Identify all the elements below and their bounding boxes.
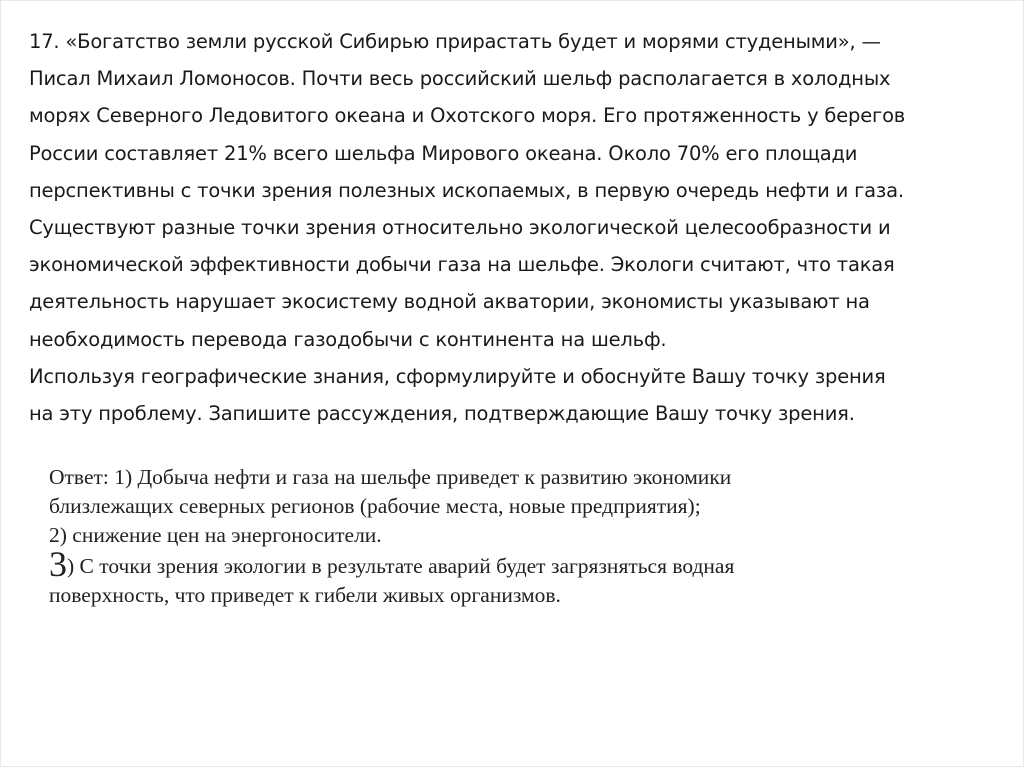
question-text (29, 23, 989, 432)
question-line: Используя географические знания, сформулируйте и обоснуйте Вашу точку зрения (29, 364, 886, 388)
question-line: Писал Михаил Ломоносов. Почти весь российский шельф располагается в холодных (29, 67, 891, 91)
answer-line: Ответ: 1) Добыча нефти и газа на шельфе приведет к развитию экономики (49, 465, 732, 489)
question-line: необходимость перевода газодобычи с континента на шельф. (29, 327, 667, 351)
question-line: 17. «Богатство земли русской Сибирью прирастать будет и морями студеными», — (29, 30, 881, 53)
question-line: на эту проблему. Запишите рассуждения, подтверждающие Вашу точку зрения. (29, 402, 855, 426)
answer-line: близлежащих северных регионов (рабочие места, новые предприятия); (49, 494, 701, 518)
answer-line (49, 544, 989, 584)
answer-item-number: 3 (49, 544, 67, 584)
question-line: Существуют разные точки зрения относительно экологической целесообразности и (29, 216, 891, 240)
answer-text (49, 463, 989, 610)
answer-line: 2) снижение цен на энергоносители. (49, 523, 382, 547)
question-line: России составляет 21% всего шельфа Мирового океана. Около 70% его площади (29, 141, 858, 165)
question-line: морях Северного Ледовитого океана и Охотского моря. Его протяженность у берегов (29, 104, 906, 128)
answer-line: поверхность, что приведет к гибели живых организмов. (49, 583, 561, 607)
question-line: деятельность нарушает экосистему водной акватории, экономисты указывают на (29, 290, 870, 314)
answer-item-text: ) С точки зрения экологии в результате аварий будет загрязняться водная (67, 554, 735, 578)
question-line: экономической эффективности добычи газа на шельфе. Экологи считают, что такая (29, 253, 895, 277)
question-line: перспективны с точки зрения полезных ископаемых, в первую очередь нефти и газа. (29, 178, 904, 202)
